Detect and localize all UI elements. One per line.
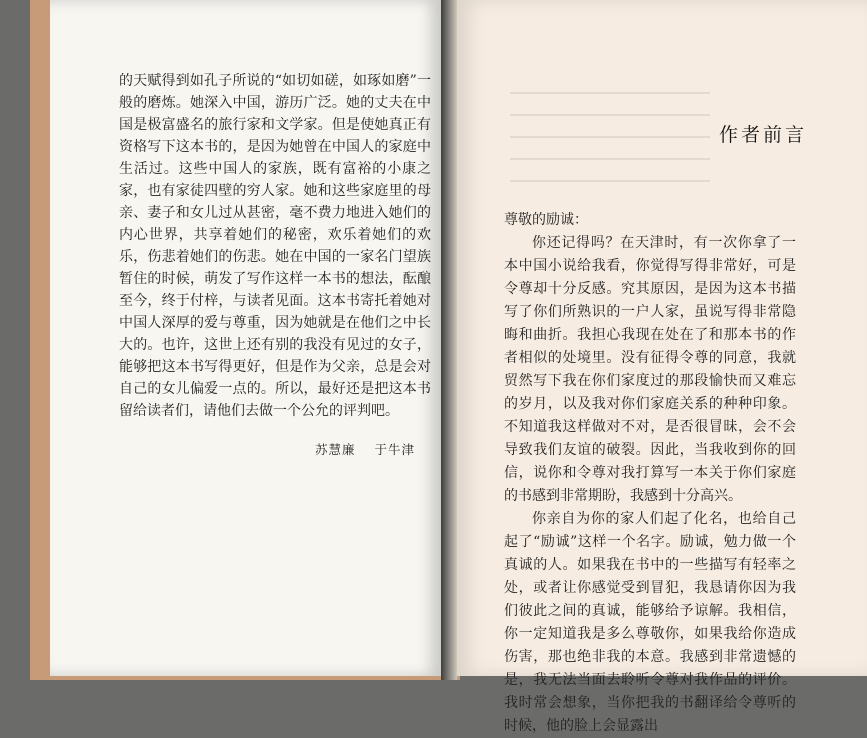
right-page-text: [504, 209, 796, 738]
signature-name: 苏慧廉: [315, 442, 356, 457]
right-paragraph-1: 你还记得吗？在天津时，有一次你拿了一本中国小说给我看，你觉得写得非常好，可是令尊却十分反感。究其原因，是因为这本书描写了你们所熟识的一户人家，虽说写得非常隐晦和曲折。我担心我现在处在了和那本书的作者相似的处境里。没有征得令尊的同意，我就贸然写下我在你们家度过的那段愉快而又难忘的岁月，以及我对你们家庭关系的种种印象。不知道我这样做对不对，是否很冒昧，会不会导致我们友谊的破裂。因此，当我收到你的回信，说你和令尊对我打算写一本关于你们家庭的书感到非常期盼，我感到十分高兴。: [504, 235, 796, 504]
salutation: 尊敬的励诚：: [504, 212, 588, 228]
signature: [315, 440, 429, 458]
right-paragraph-2: 你亲自为你的家人们起了化名，也给自己起了“励诚”这样一个名字。励诚，勉力做一个真诚的人。如果我在书中的一些描写有轻率之处，或者让你感觉受到冒犯，我恳请你因为我们彼此之间的真诚，能够给予谅解。我相信，你一定知道我是多么尊敬你，如果我给你造成伤害，那也绝非我的本意。我感到非常遗憾的是，我无法当面去聆听令尊对我作品的评价。我时常会想象，当你把我的书翻译给令尊听的时候，他的脸上会显露出: [504, 511, 796, 734]
left-page-text: [119, 70, 431, 422]
signature-place: 于牛津: [374, 442, 416, 457]
book-gutter: [441, 0, 457, 680]
left-paragraph: 的天赋得到如孔子所说的“如切如磋，如琢如磨”一般的磨炼。她深入中国，游历广泛。她的丈夫在中国是极富盛名的旅行家和文学家。但是使她真正有资格写下这本书的，是因为她曾在中国人的家庭中生活过。这些中国人的家族，既有富裕的小康之家，也有家徒四壁的穷人家。她和这些家庭里的母亲、妻子和女儿过从甚密，毫不费力地进入她们的内心世界，共享着她们的秘密，欢乐着她们的欢乐，伤悲着她们的伤悲。她在中国的一家名门望族暂住的时候，萌发了写作这样一本书的想法，酝酿至今，终于付梓，与读者见面。这本书寄托着她对中国人深厚的爱与尊重，因为她就是在他们之中长大的。也许，这世上还有别的我没有见过的女子，能够把这本书写得更好，但是作为父亲，总是会对自己的女儿偏爱一点的。所以，最好还是把这本书留给读者们，请他们去做一个公允的评判吧。: [119, 73, 431, 419]
bleed-through-text: [510, 92, 710, 182]
chapter-title: 作者前言: [719, 124, 808, 146]
